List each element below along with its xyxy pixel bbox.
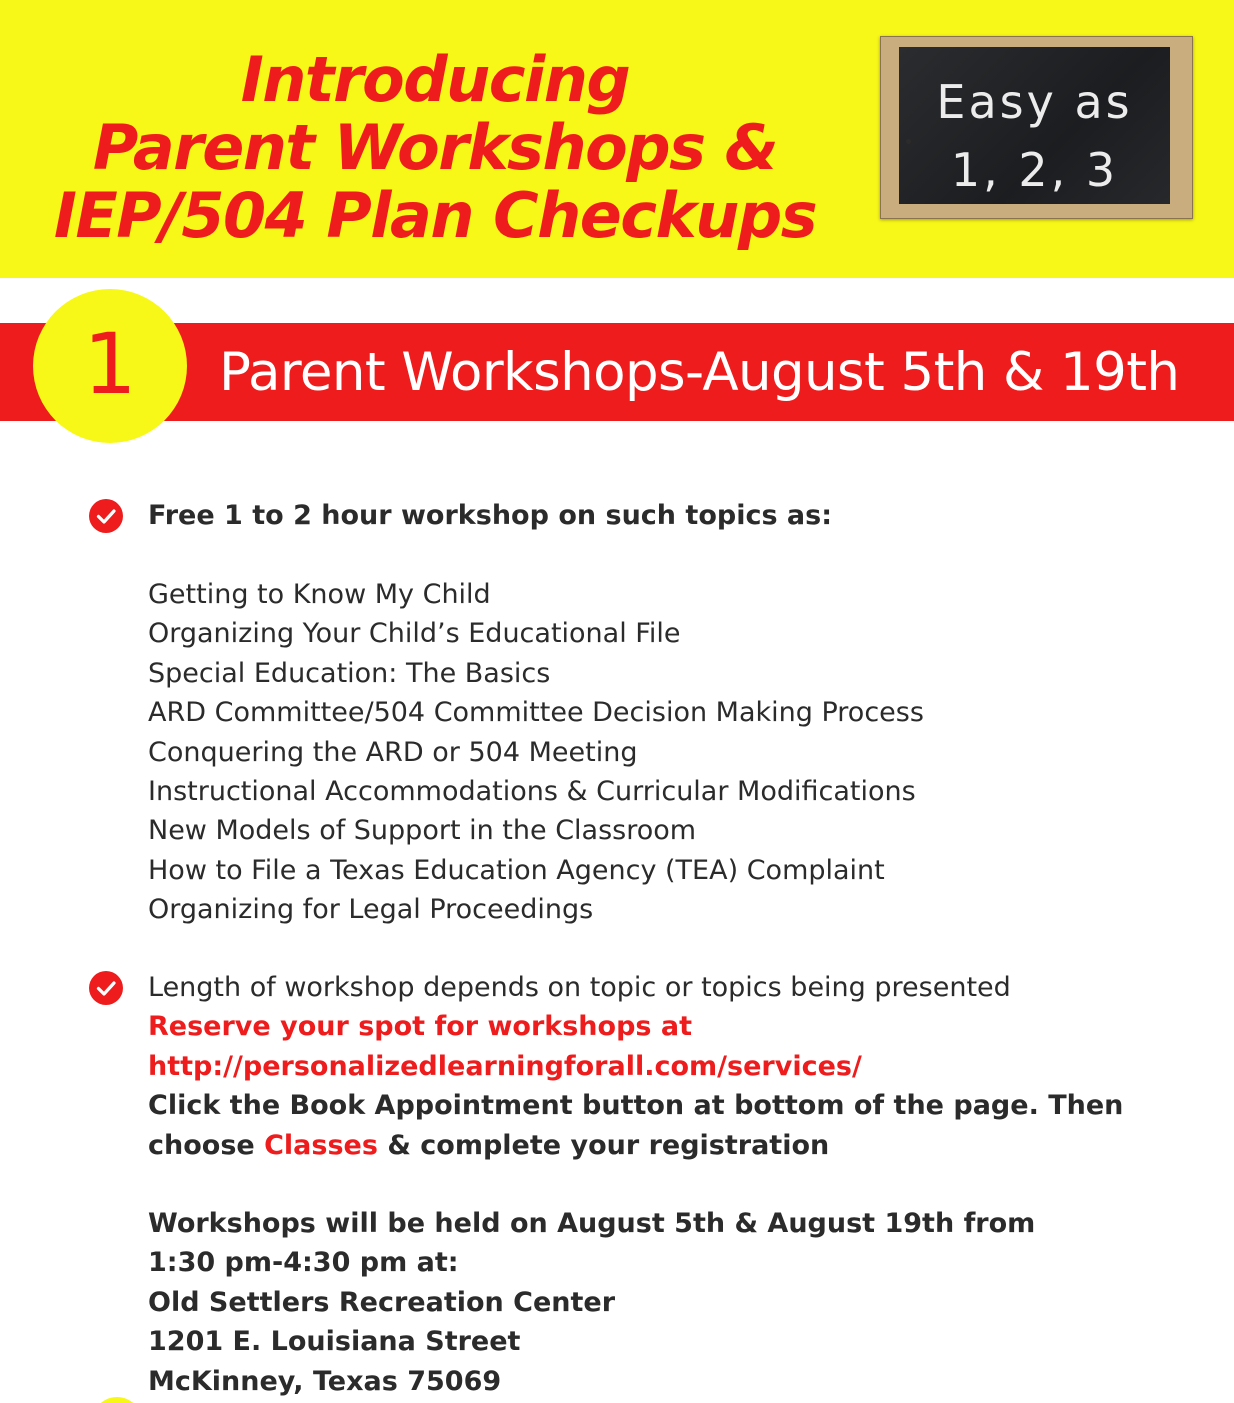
workshop-length-note: Length of workshop depends on topic or topics being presented (148, 972, 1011, 1003)
title-line: Introducing (240, 43, 630, 116)
workshop-intro-heading: Free 1 to 2 hour workshop on such topics as: (148, 500, 833, 531)
chalkboard-image (880, 36, 1193, 219)
chalk-text-line: 1, 2, 3 (950, 143, 1119, 197)
page-title (0, 43, 870, 252)
next-step-badge (92, 1397, 142, 1403)
chalk-text-line: Easy as (936, 75, 1133, 129)
check-circle-icon (89, 971, 123, 1005)
step-number-badge (33, 289, 187, 443)
schedule-block (148, 1204, 1035, 1401)
list-item: Conquering the ARD or 504 Meeting (148, 736, 638, 768)
choose-prefix: choose (148, 1129, 265, 1161)
step-number: 1 (83, 315, 137, 413)
header-banner (0, 0, 1234, 278)
choose-classes-instruction (148, 1126, 1123, 1165)
list-item: Instructional Accommodations & Curricular Modifications (148, 776, 916, 808)
list-item: New Models of Support in the Classroom (148, 815, 697, 847)
title-line: IEP/504 Plan Checkups (53, 179, 817, 252)
list-item: Organizing Your Child’s Educational File (148, 618, 681, 650)
venue-name: Old Settlers Recreation Center (148, 1286, 616, 1318)
classes-highlight: Classes (264, 1129, 378, 1161)
title-line: Parent Workshops & (92, 111, 778, 184)
topics-list (148, 575, 924, 930)
book-appointment-instruction: Click the Book Appointment button at bottom of the page. Then (148, 1090, 1124, 1122)
reserve-text: Reserve your spot for workshops at (148, 1011, 692, 1043)
list-item: How to File a Texas Education Agency (TEA) Complaint (148, 854, 885, 886)
list-item: Organizing for Legal Proceedings (148, 894, 594, 926)
choose-suffix: & complete your registration (377, 1129, 830, 1161)
registration-block (148, 968, 1123, 1165)
venue-city: McKinney, Texas 75069 (148, 1365, 502, 1397)
list-item: Special Education: The Basics (148, 657, 551, 689)
list-item: Getting to Know My Child (148, 579, 491, 610)
check-circle-icon (89, 499, 123, 533)
chalkboard-slate (899, 47, 1170, 204)
schedule-line: 1:30 pm-4:30 pm at: (148, 1247, 459, 1279)
venue-street: 1201 E. Louisiana Street (148, 1326, 521, 1358)
schedule-line: Workshops will be held on August 5th & August 19th from (148, 1208, 1036, 1239)
services-link[interactable]: http://personalizedlearningforall.com/services/ (148, 1050, 862, 1082)
section-title: Parent Workshops-August 5th & 19th (219, 342, 1180, 403)
list-item: ARD Committee/504 Committee Decision Making Process (148, 697, 924, 729)
